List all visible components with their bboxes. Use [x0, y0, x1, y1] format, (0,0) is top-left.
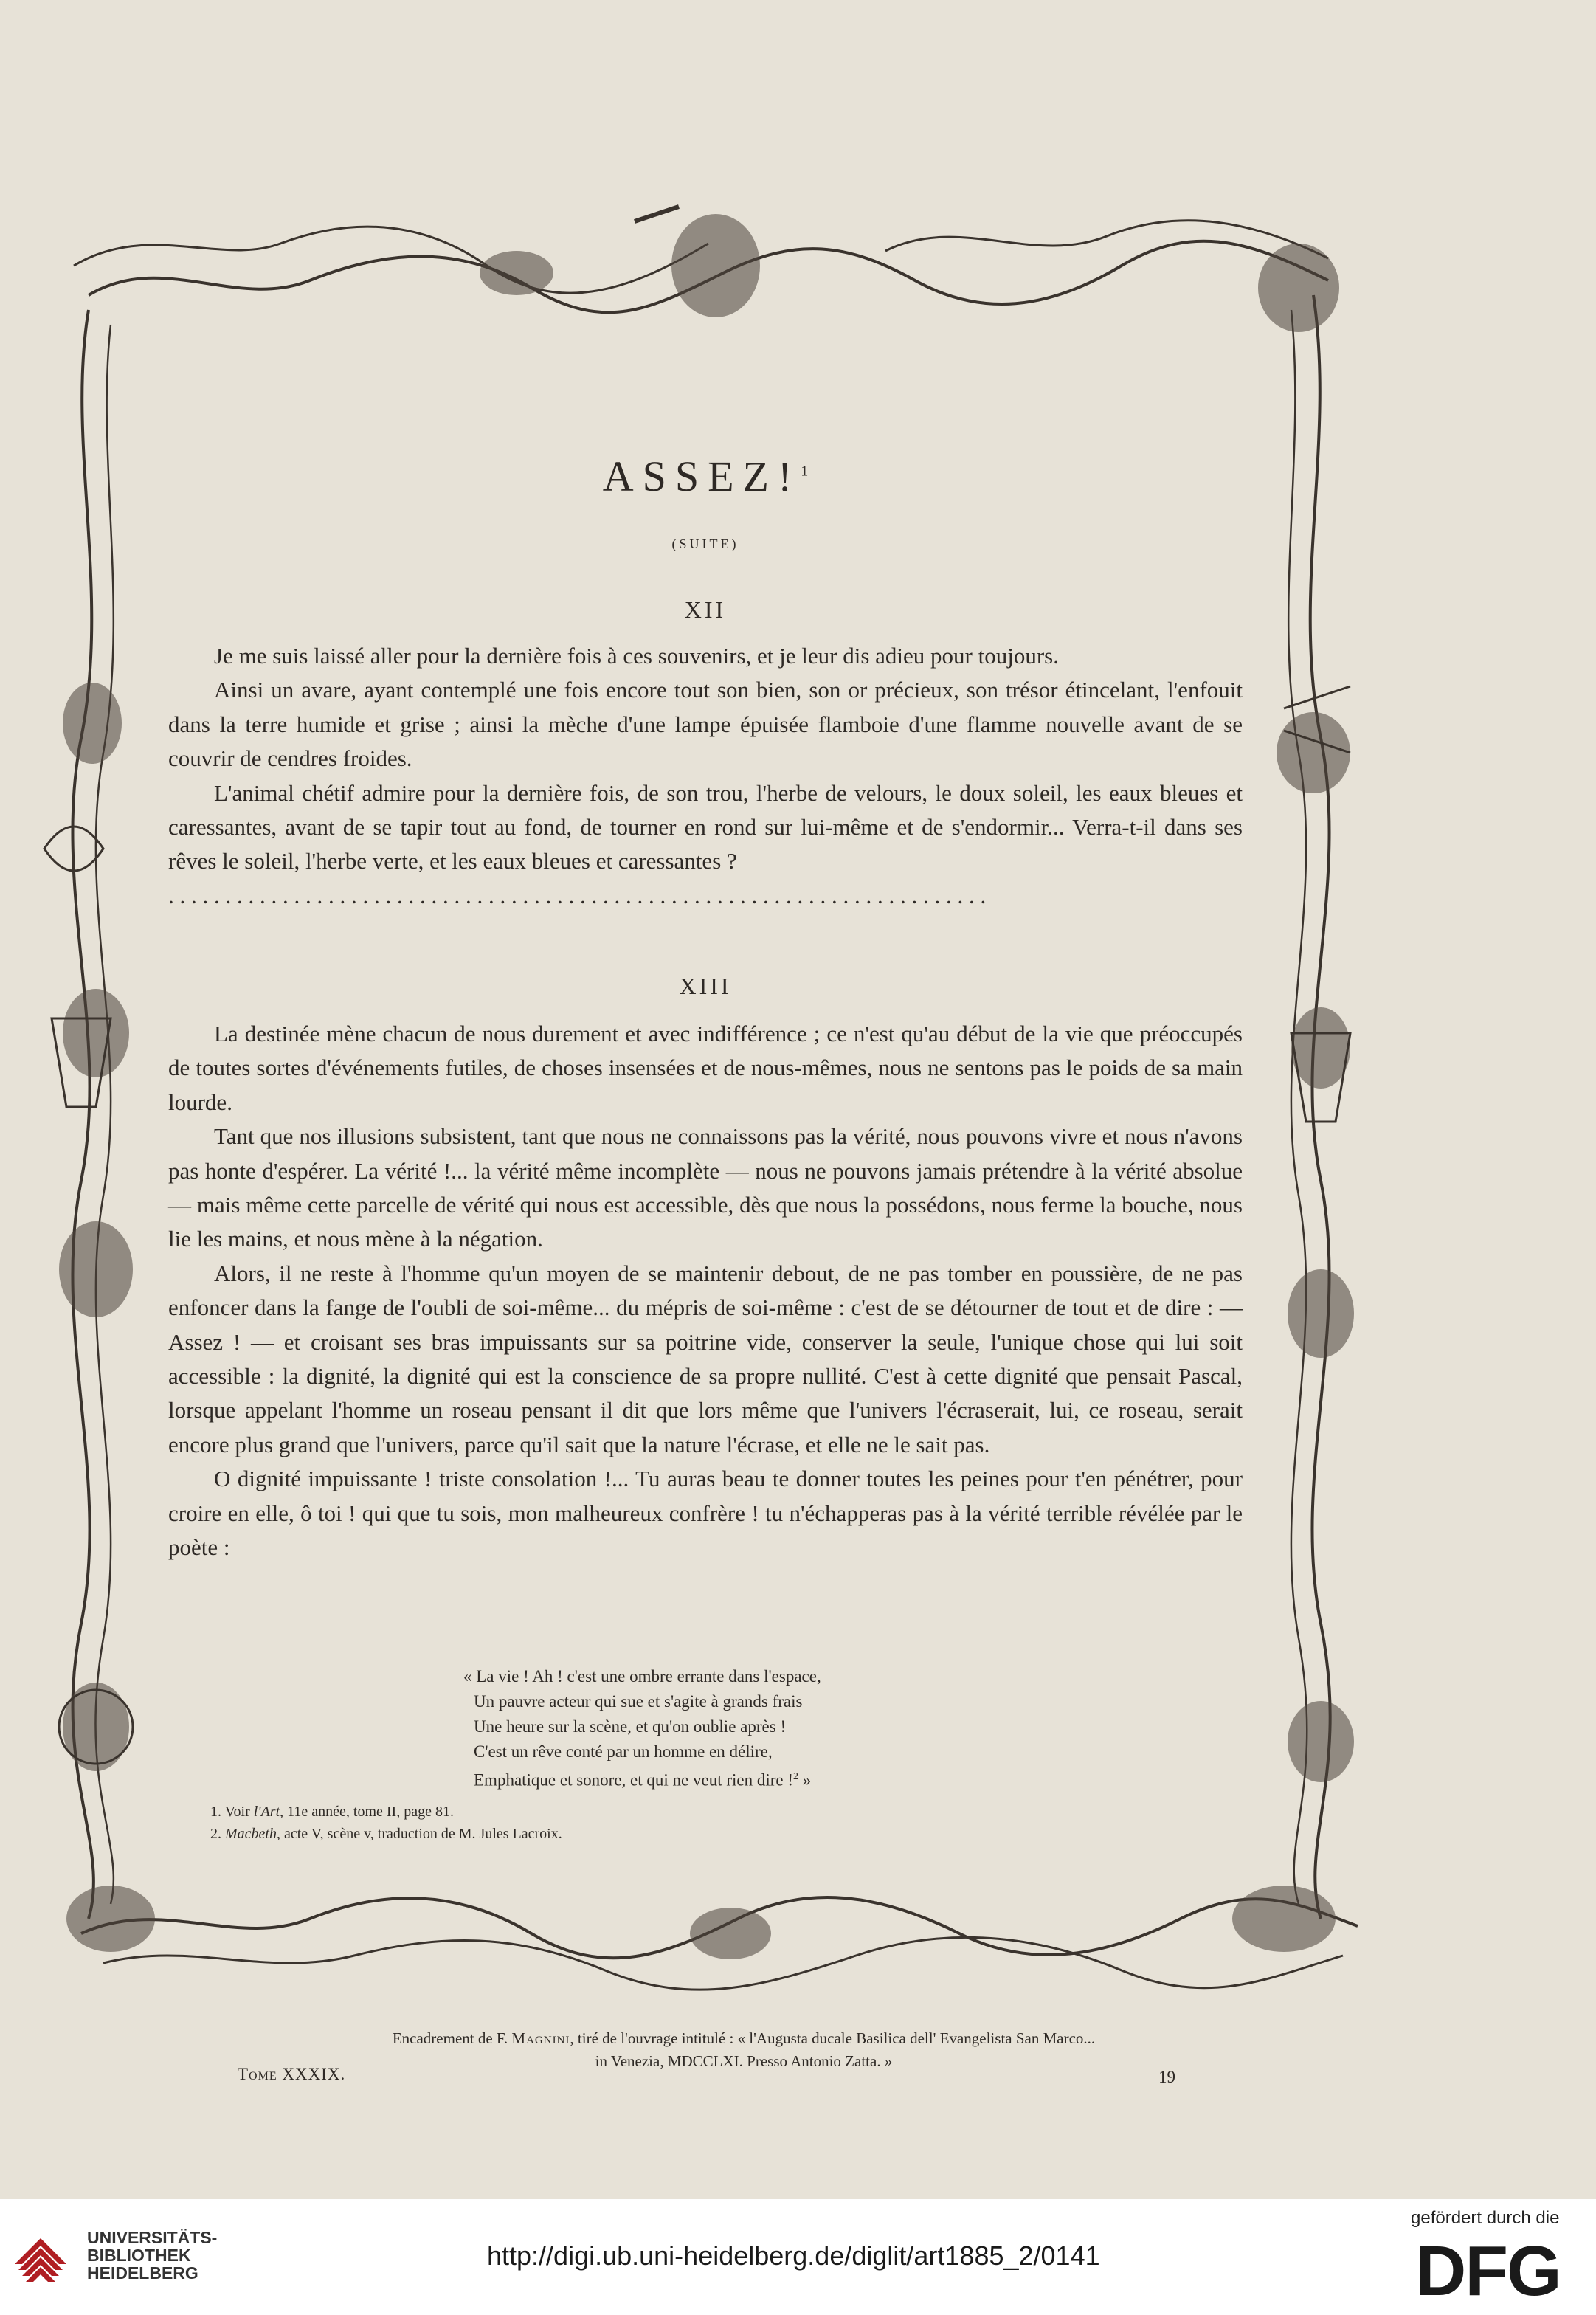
verse-footnote-ref: 2 — [793, 1771, 799, 1782]
frame-caption: Encadrement de F. Magnini, tiré de l'ouvrage intitulé : « l'Augusta ducale Basilica dell' Evangelista San Marco... in Venezia, MDCCLXI. Presso Antonio Zatta. » — [392, 2029, 1096, 2070]
page-number: 19 — [1158, 2068, 1175, 2086]
university-library-name[interactable]: UNIVERSITÄTS- BIBLIOTHEK HEIDELBERG — [87, 2228, 218, 2283]
volume-label: Tome XXXIX. — [238, 2065, 346, 2083]
permalink-url[interactable]: http://digi.ub.uni-heidelberg.de/diglit/art1885_2/0141 — [487, 2240, 1100, 2271]
footnote: 1. Voir l'Art, 11e année, tome II, page 81. — [210, 1804, 454, 1820]
verse-quote — [463, 1664, 980, 1793]
paragraph: L'animal chétif admire pour la dernière fois, de son trou, l'herbe de velours, le doux soleil, les eaux bleues et caressantes, avant de se tapir tout au fond, de tourner en rond sur lui-même et de s'endormir... Verra-t-il dans ses rêves le soleil, l'herbe verte, et les eaux bleues et caressantes ? — [168, 779, 1243, 874]
section-heading-xiii: XIII — [679, 973, 732, 999]
funding-label: gefördert durch die — [1411, 2208, 1560, 2228]
title-footnote-ref: 1 — [801, 463, 809, 480]
paragraph: Je me suis laissé aller pour la dernière fois à ces souvenirs, et je leur dis adieu pour toujours. — [214, 643, 1059, 669]
verse-line: Un pauvre acteur qui sue et s'agite à grands frais — [474, 1692, 803, 1711]
footnote: 2. Macbeth, acte V, scène v, traduction de M. Jules Lacroix. — [210, 1826, 562, 1842]
paragraph: Alors, il ne reste à l'homme qu'un moyen de se maintenir debout, de ne pas tomber en poussière, de ne pas enfoncer dans la fange de l'oubli de soi-même... du mépris de soi-même : c'est de se détourner de tout et de dire : — Assez ! — et croisant ses bras impuissants sur sa poitrine vide, conserver la seule, l'unique chose qui lui soit accessible : la dignité, la dignité qui est la conscience de sa propre nullité. C'est à cette dignité que pensait Pascal, lorsque appelant l'homme un roseau pensant il dit que lors même que l'univers l'écraserait, lui, ce roseau, serait encore plus grand que l'univers, parce qu'il sait que la nature l'écrase, et elle ne le sait pas. — [168, 1260, 1243, 1457]
verse-line: « La vie ! Ah ! c'est une ombre errante dans l'espace, — [463, 1667, 821, 1686]
dfg-logo[interactable]: DFG — [1415, 2232, 1561, 2311]
article-title: ASSEZ!$^1$ — [602, 452, 809, 500]
section-xii-body — [168, 639, 1243, 913]
footnotes — [210, 1801, 874, 1845]
article-subtitle: (SUITE) — [671, 537, 739, 551]
paragraph: La destinée mène chacun de nous durement et avec indifférence ; ce n'est qu'au début de la vie que préoccupés de toutes sortes d'événements futiles, de choses insensées et de nous-mêmes, nous ne sentons pas le poids de sa main lourde. — [168, 1021, 1243, 1115]
paragraph: Ainsi un avare, ayant contemplé une fois encore tout son bien, son or précieux, son trésor étincelant, l'enfouit dans la terre humide et grise ; ainsi la mèche d'une lampe épuisée flamboie d'une flamme nouvelle avant de se couvrir de cendres froides. — [168, 677, 1243, 772]
verse-line: Une heure sur la scène, et qu'on oublie après ! — [474, 1717, 787, 1736]
verse-line: C'est un rêve conté par un homme en délire, — [474, 1742, 773, 1761]
university-library-logo-icon[interactable] — [7, 2212, 74, 2301]
section-heading-xii: XII — [684, 596, 727, 623]
verse-line: Emphatique et sonore, et qui ne veut rien dire !$^2$ » — [474, 1770, 812, 1790]
section-xiii-body — [168, 1017, 1243, 1565]
ellipsis-line: . . . . . . . . . . . . . . . . . . . . . . . . . . . . . . . . . . . . . . . . . . . . . . . . . . . . . . . . . . . . . . . . . . . . . . . . — [168, 882, 987, 908]
paragraph: Tant que nos illusions subsistent, tant que nous ne connaissons pas la vérité, nous pouvons vivre et nous n'avons pas honte d'espérer. La vérité !... la vérité même incomplète — nous ne pouvons jamais prétendre à la vérité absolue — mais même cette parcelle de vérité qui nous est accessible, dès que nous la possédons, nous ferme la bouche, nous lie les mains, et nous mène à la négation. — [168, 1123, 1243, 1252]
paragraph: O dignité impuissante ! triste consolation !... Tu auras beau te donner toutes les peines pour t'en pénétrer, pour croire en elle, ô toi ! qui que tu sois, mon malheureux confrère ! tu n'échapperas pas à la vérité terrible révélée par le poète : — [168, 1466, 1243, 1561]
